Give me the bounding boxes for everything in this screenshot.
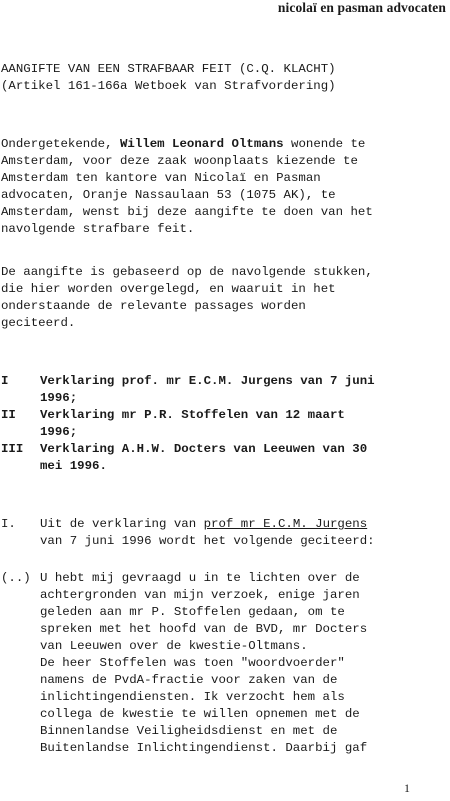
quote-line: geleden aan mr P. Stoffelen gedaan, om te xyxy=(40,605,345,619)
list-number: II xyxy=(1,408,16,422)
quoted-passage xyxy=(1,570,446,757)
quote-line: collega de kwestie te willen opnemen met de xyxy=(40,707,360,721)
page-number: 1 xyxy=(404,781,410,795)
list-text: mei 1996. xyxy=(40,459,107,473)
document-list xyxy=(1,373,446,475)
quote-line: inlichtingendiensten. Ik verzocht hem als xyxy=(40,690,345,704)
list-text: Verklaring prof. mr E.C.M. Jurgens van 7 juni xyxy=(40,374,375,388)
letterhead: nicolaï en pasman advocaten xyxy=(277,0,446,15)
quote-line: van Leeuwen over de kwestie-Oltmans. xyxy=(40,639,308,653)
basis-line: die hier worden overgelegd, en waaruit in het xyxy=(1,282,336,296)
quote-line: spreken met het hoofd van de BVD, mr Docters xyxy=(40,622,368,636)
basis-line: onderstaande de relevante passages worden xyxy=(1,299,306,313)
basis-paragraph xyxy=(1,264,446,332)
list-text: 1996; xyxy=(40,391,78,405)
list-text: Verklaring A.H.W. Docters van Leeuwen van 30 xyxy=(40,442,368,456)
section-intro xyxy=(1,516,446,550)
list-text: 1996; xyxy=(40,425,78,439)
section-text: Uit de verklaring van xyxy=(40,517,204,531)
declarant-name: Willem Leonard Oltmans xyxy=(119,137,284,151)
intro-line: navolgende strafbare feit. xyxy=(1,222,195,236)
list-item xyxy=(1,373,446,407)
intro-text: wonende te xyxy=(283,137,366,151)
quote-line: De heer Stoffelen was toen "woordvoerder" xyxy=(40,656,345,670)
quote-line: U hebt mij gevraagd u in te lichten over de xyxy=(40,571,360,585)
intro-line: advocaten, Oranje Nassaulaan 53 (1075 AK), te xyxy=(1,188,336,202)
intro-line: Amsterdam, wenst bij deze aangifte te doen van het xyxy=(1,205,373,219)
quote-line: Binnenlandse Veiligheidsdienst en met de xyxy=(40,724,338,738)
quote-line: achtergronden van mijn verzoek, enige jaren xyxy=(40,588,360,602)
quote-line: Buitenlandse Inlichtingendienst. Daarbij gaf xyxy=(40,741,368,755)
quote-line: namens de PvdA-fractie voor zaken van de xyxy=(40,673,338,687)
title-subline: (Artikel 161-166a Wetboek van Strafvordering) xyxy=(1,79,336,93)
list-item xyxy=(1,407,446,441)
witness-name: prof mr E.C.M. Jurgens xyxy=(203,517,368,531)
intro-text: Ondergetekende, xyxy=(1,137,120,151)
section-number: I. xyxy=(1,517,16,531)
quote-body xyxy=(40,570,446,757)
intro-line: Amsterdam ten kantore van Nicolaï en Pasman xyxy=(1,171,321,185)
basis-line: geciteerd. xyxy=(1,316,76,330)
list-number: III xyxy=(1,442,24,456)
intro-line: Amsterdam, voor deze zaak woonplaats kiezende te xyxy=(1,154,358,168)
document-title xyxy=(1,61,446,95)
list-item xyxy=(1,441,446,475)
quote-marker: (..) xyxy=(1,571,31,585)
list-text: Verklaring mr P.R. Stoffelen van 12 maart xyxy=(40,408,345,422)
intro-paragraph xyxy=(1,136,446,238)
section-text: van 7 juni 1996 wordt het volgende geciteerd: xyxy=(40,534,375,548)
basis-line: De aangifte is gebaseerd op de navolgende stukken, xyxy=(1,265,373,279)
list-number: I xyxy=(1,374,9,388)
title-line: AANGIFTE VAN EEN STRAFBAAR FEIT (C.Q. KLACHT) xyxy=(1,62,336,76)
